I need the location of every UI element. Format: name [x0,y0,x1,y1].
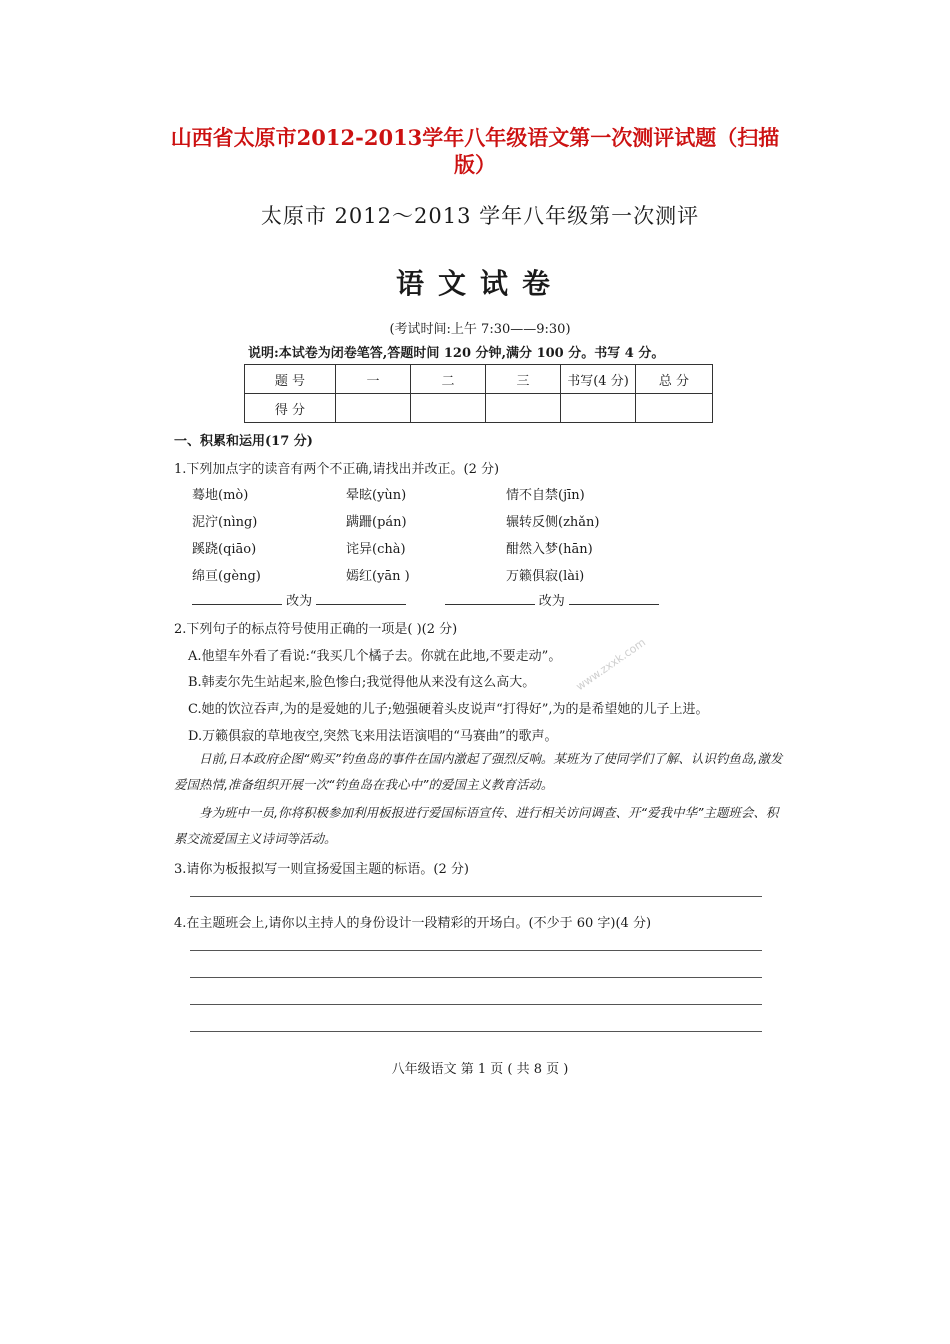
score-cell: 一 [336,365,411,394]
answer-blank[interactable] [192,592,282,605]
score-input-cell[interactable] [411,394,486,423]
section-title: 一、积累和运用(17 分) [174,434,313,449]
score-input-cell[interactable] [561,394,636,423]
watermark: www.zxxk.com [573,635,648,694]
correction-line [192,590,659,609]
passage-paragraph-1: 日前,日本政府企图“购买”钓鱼岛的事件在国内激起了强烈反响。某班为了使同学们了解、认识钓鱼岛,激发爱国热情,准备组织开展一次“钓鱼岛在我心中”的爱国主义教育活动。 [174,751,783,792]
exam-header: 太原市 2012～2013 学年八年级第一次测评 [260,204,700,228]
page-footer: 八年级语文 第 1 页 ( 共 8 页 ) [391,1062,569,1077]
exam-subject: 语文试卷 [395,267,564,300]
answer-line[interactable] [190,977,762,978]
pinyin-item: 辗转反侧(zhǎn) [506,515,600,530]
pinyin-item: 嫣红(yān ) [346,569,410,584]
option-d: D.万籁俱寂的草地夜空,突然飞来用法语演唱的“马赛曲”的歌声。 [188,729,558,744]
scanned-page [150,188,810,1088]
pinyin-item: 情不自禁(jīn) [506,488,585,503]
pinyin-item: 蹊跷(qiāo) [192,542,257,557]
pinyin-item: 泥泞(nìng) [192,515,258,530]
pinyin-item: 酣然入梦(hān) [506,542,593,557]
question-1: 1.下列加点字的读音有两个不正确,请找出并改正。(2 分) [174,462,500,477]
score-cell: 总 分 [636,365,713,394]
answer-line[interactable] [190,950,762,951]
pinyin-item: 蹒跚(pán) [346,515,407,530]
question-3: 3.请你为板报拟写一则宣扬爱国主题的标语。(2 分) [174,862,469,877]
pinyin-row [192,565,652,592]
pinyin-row [192,538,652,565]
answer-line[interactable] [190,1004,762,1005]
pinyin-row [192,484,652,511]
score-cell: 得 分 [245,394,336,423]
score-input-cell[interactable] [486,394,561,423]
document-title: 山西省太原市2012-2013学年八年级语文第一次测评试题（扫描版） [170,125,780,177]
answer-blank[interactable] [569,592,659,605]
answer-blank[interactable] [316,592,406,605]
answer-line[interactable] [190,896,762,897]
score-table-header-row [245,365,713,394]
exam-instructions: 说明:本试卷为闭卷笔答,答题时间 120 分钟,满分 100 分。书写 4 分。 [248,346,665,361]
change-label: 改为 [538,594,565,609]
score-input-cell[interactable] [636,394,713,423]
pinyin-item: 蓦地(mò) [192,488,249,503]
exam-time: (考试时间:上午 7:30——9:30) [389,322,571,337]
score-table-score-row [245,394,713,423]
option-b: B.韩麦尔先生站起来,脸色惨白;我觉得他从来没有这么高大。 [188,675,536,690]
change-label: 改为 [286,594,313,609]
question-2: 2.下列句子的标点符号使用正确的一项是( )(2 分) [174,622,458,637]
pinyin-row [192,511,652,538]
pinyin-item: 绵亘(gèng) [192,569,261,584]
score-cell: 二 [411,365,486,394]
pinyin-item: 万籁俱寂(lài) [506,569,585,584]
score-cell: 书写(4 分) [561,365,636,394]
passage-paragraph-2: 身为班中一员,你将积极参加利用板报进行爱国标语宣传、进行相关访问调查、开“爱我中华”主题班会、积累交流爱国主义诗词等活动。 [174,805,779,846]
pinyin-item: 晕眩(yùn) [346,488,407,503]
score-cell: 三 [486,365,561,394]
pinyin-item: 诧异(chà) [346,542,406,557]
answer-blank[interactable] [445,592,535,605]
pinyin-grid [192,484,652,592]
question-4: 4.在主题班会上,请你以主持人的身份设计一段精彩的开场白。(不少于 60 字)(4 分) [174,916,652,931]
option-c: C.她的饮泣吞声,为的是爱她的儿子;勉强硬着头皮说声“打得好”,为的是希望她的儿子上进。 [188,702,709,717]
score-table [244,364,713,423]
option-a: A.他望车外看了看说:“我买几个橘子去。你就在此地,不要走动”。 [188,649,562,664]
score-cell: 题 号 [245,365,336,394]
answer-line[interactable] [190,1031,762,1032]
score-input-cell[interactable] [336,394,411,423]
